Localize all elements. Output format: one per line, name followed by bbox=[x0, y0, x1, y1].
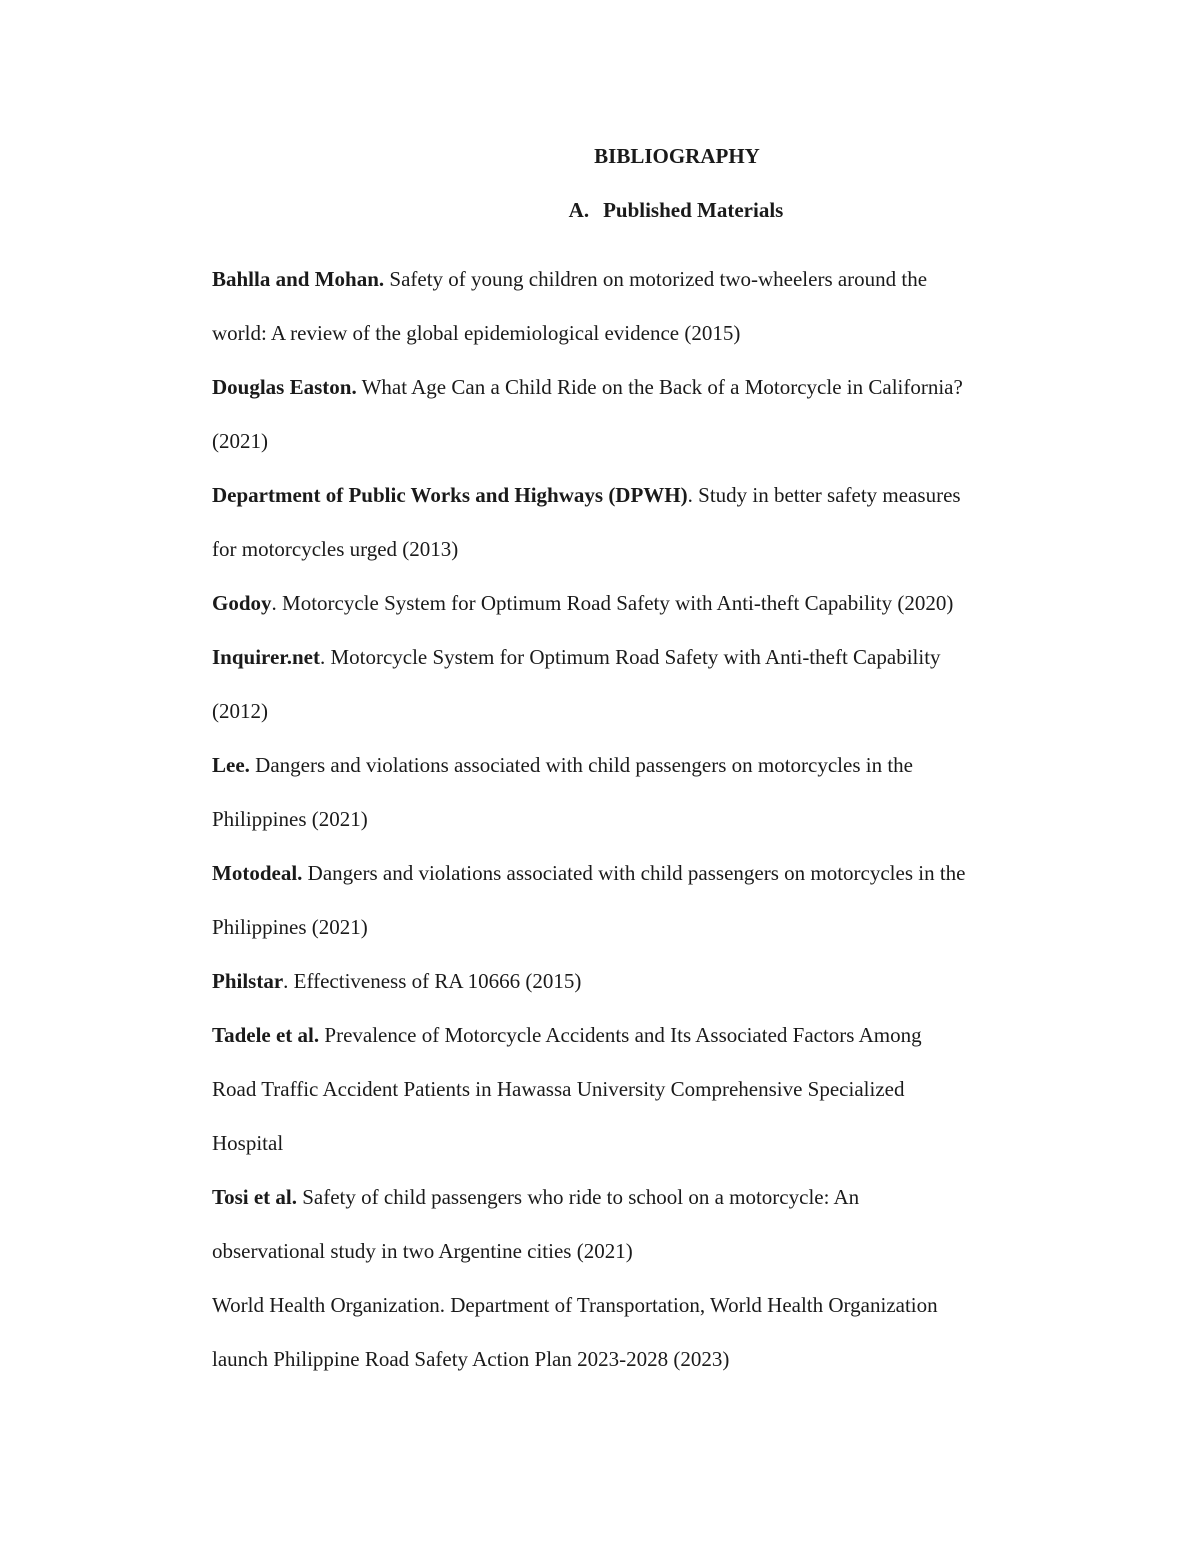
entry-text: . Motorcycle System for Optimum Road Safety with Anti-theft Capability bbox=[319, 645, 941, 669]
entry-text-continued: (2021) bbox=[212, 429, 268, 453]
bibliography-entry bbox=[212, 954, 1092, 1008]
entry-text: Dangers and violations associated with child passengers on motorcycles in the bbox=[302, 861, 966, 885]
bibliography-entry bbox=[212, 1170, 1092, 1278]
entry-text-continued: world: A review of the global epidemiological evidence (2015) bbox=[212, 321, 741, 345]
entry-text-continued: launch Philippine Road Safety Action Plan 2023-2028 (2023) bbox=[212, 1347, 730, 1371]
bibliography-entry bbox=[212, 630, 1092, 738]
bibliography-entry bbox=[212, 1278, 1092, 1386]
entry-text: . Effectiveness of RA 10666 (2015) bbox=[283, 969, 582, 993]
bibliography-entry bbox=[212, 252, 1092, 360]
bibliography-entry bbox=[212, 846, 1092, 954]
entry-text-continued: observational study in two Argentine cities (2021) bbox=[212, 1239, 633, 1263]
section-heading bbox=[76, 198, 1200, 222]
bibliography-entry bbox=[212, 738, 1092, 846]
entry-text: Prevalence of Motorcycle Accidents and Its Associated Factors Among bbox=[319, 1023, 922, 1047]
entry-text: Dangers and violations associated with child passengers on motorcycles in the bbox=[249, 753, 913, 777]
entry-author: Inquirer.net bbox=[212, 645, 320, 669]
entry-text-continued: (2012) bbox=[212, 699, 268, 723]
entry-author: Tadele et al. bbox=[212, 1023, 320, 1047]
bibliography-entry bbox=[212, 468, 1092, 576]
entry-author: Department of Public Works and Highways (DPWH) bbox=[212, 483, 688, 507]
entry-author: Godoy bbox=[212, 591, 272, 615]
entry-author: Motodeal. bbox=[212, 861, 303, 885]
entry-text: World Health Organization. Department of Transportation, World Health Organization bbox=[212, 1293, 938, 1317]
entry-text-continued: Philippines (2021) bbox=[212, 915, 368, 939]
entry-author: Douglas Easton. bbox=[212, 375, 357, 399]
bibliography-entry bbox=[212, 576, 1092, 630]
bibliography-entry bbox=[212, 1008, 1092, 1170]
entry-text: . Study in better safety measures bbox=[687, 483, 961, 507]
entry-text-continued: Philippines (2021) bbox=[212, 807, 368, 831]
entry-text: . Motorcycle System for Optimum Road Safety with Anti-theft Capability (2020) bbox=[271, 591, 954, 615]
bibliography-list bbox=[212, 252, 1092, 1386]
page-title: BIBLIOGRAPHY bbox=[594, 144, 760, 168]
entry-author: Lee. bbox=[212, 753, 250, 777]
entry-author: Tosi et al. bbox=[212, 1185, 297, 1209]
entry-author: Philstar bbox=[212, 969, 284, 993]
entry-author: Bahlla and Mohan. bbox=[212, 267, 385, 291]
section-label: Published Materials bbox=[603, 198, 784, 222]
bibliography-entry bbox=[212, 360, 1092, 468]
entry-text-continued: for motorcycles urged (2013) bbox=[212, 537, 459, 561]
entry-text: Safety of young children on motorized two-wheelers around the bbox=[384, 267, 928, 291]
entry-text: Safety of child passengers who ride to school on a motorcycle: An bbox=[296, 1185, 860, 1209]
entry-text-continued: Hospital bbox=[212, 1131, 284, 1155]
entry-text-continued: Road Traffic Accident Patients in Hawassa University Comprehensive Specialized bbox=[212, 1077, 905, 1101]
section-number: A. bbox=[568, 198, 590, 222]
entry-text: What Age Can a Child Ride on the Back of a Motorcycle in California? bbox=[356, 375, 963, 399]
